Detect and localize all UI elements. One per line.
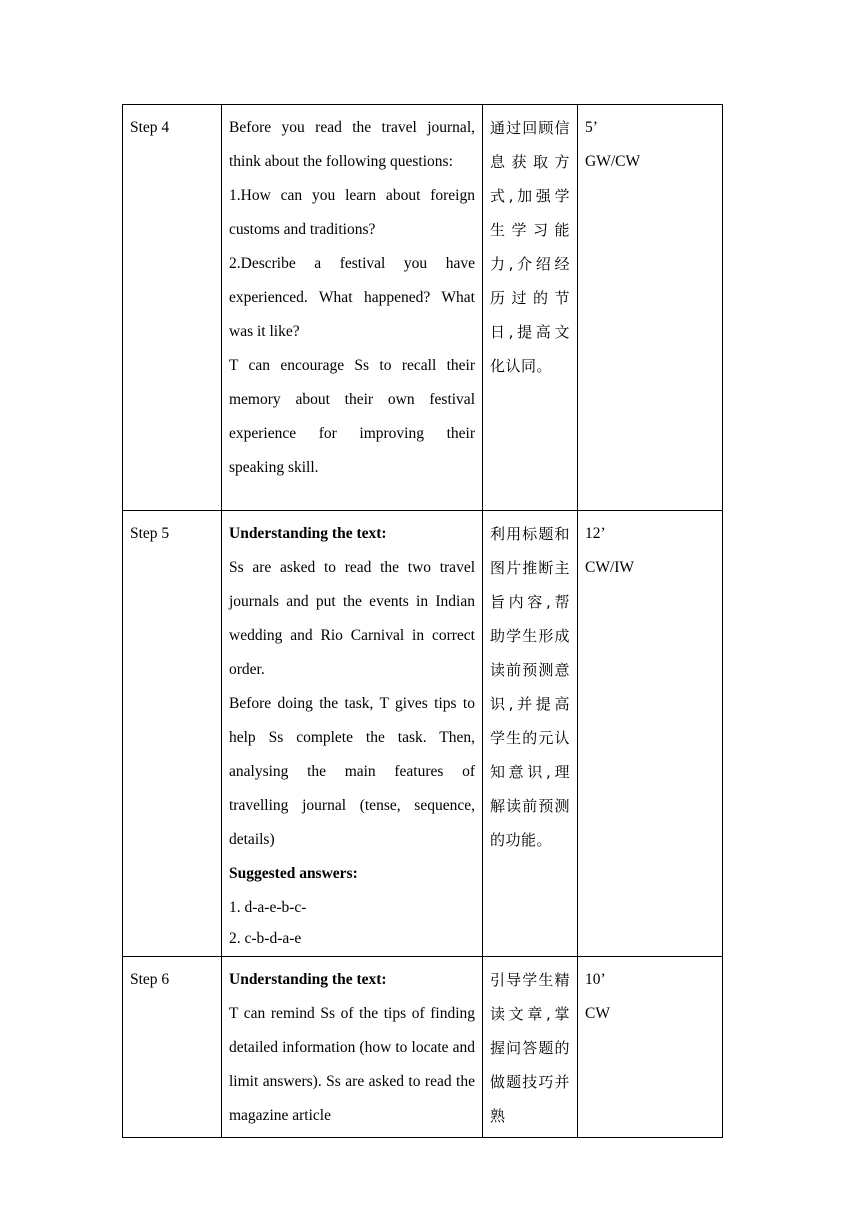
step-cell [123, 957, 222, 1138]
step-cell [123, 511, 222, 957]
mode-value: GW/CW [585, 153, 641, 170]
content-paragraph: T can remind Ss of the tips of finding detailed information (how to locate and limit answers). Ss are asked to read the magazine article [229, 1005, 475, 1124]
section-heading: Understanding the text: [229, 971, 387, 988]
step-label: Step 4 [130, 119, 170, 136]
table-row [123, 511, 723, 957]
content-cell [222, 511, 483, 957]
step-cell [123, 105, 222, 511]
table-row [123, 105, 723, 511]
time-cell [578, 957, 723, 1138]
table-row [123, 957, 723, 1138]
content-line: T can encourage Ss to recall their memory about their own festival experience for improving their speaking skill. [229, 357, 475, 476]
content-cell [222, 957, 483, 1138]
purpose-text: 利用标题和图片推断主旨内容,帮助学生形成读前预测意识,并提高学生的元认知意识,理解读前预测的功能。 [490, 525, 570, 849]
time-cell [578, 105, 723, 511]
purpose-text: 通过回顾信息获取方式,加强学生学习能力,介绍经历过的节日,提高文化认同。 [490, 119, 570, 375]
content-paragraph: Ss are asked to read the two travel journals and put the events in Indian wedding and Rio Carnival in correct order. [229, 559, 475, 678]
mode-value: CW [585, 1005, 610, 1022]
purpose-cell [483, 105, 578, 511]
section-heading: Understanding the text: [229, 525, 387, 542]
mode-value: CW/IW [585, 559, 635, 576]
content-cell [222, 105, 483, 511]
content-paragraph: Before doing the task, T gives tips to help Ss complete the task. Then, analysing the main features of travelling journal (tense, sequence, details) [229, 695, 475, 848]
content-line: 2.Describe a festival you have experienced. What happened? What was it like? [229, 255, 475, 340]
step-label: Step 6 [130, 971, 170, 988]
content-line: Before you read the travel journal, think about the following questions: [229, 119, 475, 170]
lesson-plan-table [122, 104, 723, 1138]
step-label: Step 5 [130, 525, 170, 542]
time-value: 5’ [585, 119, 598, 136]
answer-line: 1. d-a-e-b-c- [229, 899, 307, 916]
content-line: 1.How can you learn about foreign customs and traditions? [229, 187, 475, 238]
purpose-text: 引导学生精读文章,掌握问答题的做题技巧并熟 [490, 971, 570, 1125]
time-value: 10’ [585, 971, 606, 988]
purpose-cell [483, 511, 578, 957]
time-cell [578, 511, 723, 957]
time-value: 12’ [585, 525, 606, 542]
answers-heading: Suggested answers: [229, 865, 358, 882]
answer-line: 2. c-b-d-a-e [229, 930, 302, 947]
purpose-cell [483, 957, 578, 1138]
